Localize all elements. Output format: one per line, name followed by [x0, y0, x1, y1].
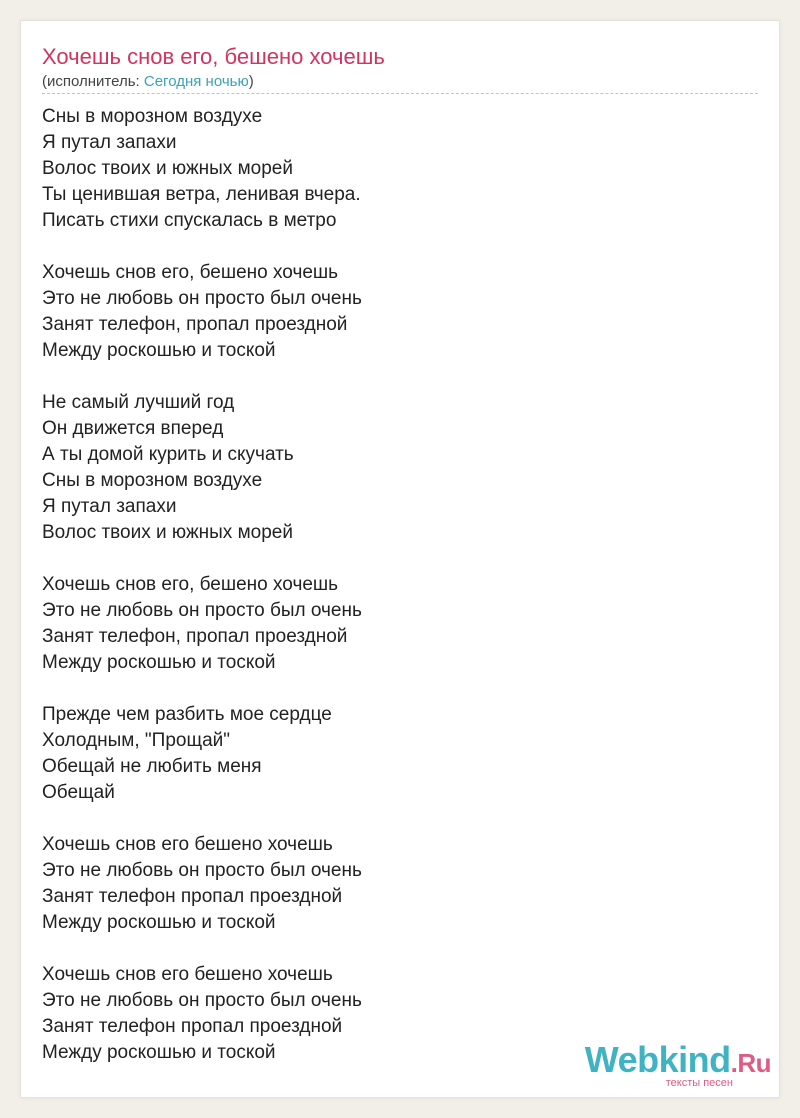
stanza	[42, 104, 742, 234]
lyric-line: Это не любовь он просто был очень	[42, 990, 362, 1011]
lyric-line: Он движется вперед	[42, 418, 224, 439]
lyric-line: Волос твоих и южных морей	[42, 522, 293, 543]
lyric-line: Между роскошью и тоской	[42, 912, 276, 933]
lyric-line: Холодным, "Прощай"	[42, 730, 231, 751]
song-title: Хочешь снов его, бешено хочешь	[42, 44, 385, 69]
lyric-line: Занят телефон пропал проездной	[42, 1016, 343, 1037]
lyric-line: Прежде чем разбить мое сердце	[42, 704, 332, 725]
lyric-line: Занят телефон, пропал проездной	[42, 314, 348, 335]
title-divider	[42, 93, 758, 94]
lyric-line: Сны в морозном воздухе	[42, 470, 263, 491]
lyric-line: Я путал запахи	[42, 132, 177, 153]
lyric-line: Не самый лучший год	[42, 392, 235, 413]
lyric-line: А ты домой курить и скучать	[42, 444, 294, 465]
stanza	[42, 572, 742, 676]
lyric-line: Я путал запахи	[42, 496, 177, 517]
lyric-line: Между роскошью и тоской	[42, 1042, 276, 1063]
lyric-line: Это не любовь он просто был очень	[42, 860, 362, 881]
artist-link[interactable]: Сегодня ночью	[143, 73, 249, 90]
artist-suffix: )	[248, 73, 254, 90]
lyric-line: Занят телефон пропал проездной	[42, 886, 343, 907]
lyric-line: Обещай	[42, 782, 115, 803]
lyric-line: Между роскошью и тоской	[42, 340, 276, 361]
lyric-line: Занят телефон, пропал проездной	[42, 626, 348, 647]
lyric-line: Это не любовь он просто был очень	[42, 600, 362, 621]
lyric-line: Ты ценившая ветра, ленивая вчера.	[42, 184, 361, 205]
lyric-line: Сны в морозном воздухе	[42, 106, 263, 127]
site-logo[interactable]	[584, 1039, 771, 1089]
lyric-line: Хочешь снов его, бешено хочешь	[42, 574, 339, 595]
artist-line	[42, 72, 254, 92]
lyrics-sheet	[21, 21, 779, 1097]
logo-ru-text: .Ru	[730, 1048, 771, 1078]
stanza	[42, 702, 742, 806]
stanza	[42, 390, 742, 546]
lyrics-body	[42, 104, 742, 1092]
logo-tagline: тексты песен	[665, 1077, 733, 1089]
lyric-line: Писать стихи спускалась в метро	[42, 210, 337, 231]
lyric-line: Волос твоих и южных морей	[42, 158, 293, 179]
artist-prefix: (исполнитель:	[42, 73, 144, 90]
lyric-line: Это не любовь он просто был очень	[42, 288, 362, 309]
lyric-line: Обещай не любить меня	[42, 756, 262, 777]
lyric-line: Хочешь снов его бешено хочешь	[42, 834, 333, 855]
stanza	[42, 832, 742, 936]
logo-web-text: Webkind	[584, 1039, 731, 1080]
lyric-line: Хочешь снов его, бешено хочешь	[42, 262, 339, 283]
logo-wordmark	[584, 1039, 771, 1081]
lyric-line: Хочешь снов его бешено хочешь	[42, 964, 333, 985]
stanza	[42, 260, 742, 364]
lyric-line: Между роскошью и тоской	[42, 652, 276, 673]
